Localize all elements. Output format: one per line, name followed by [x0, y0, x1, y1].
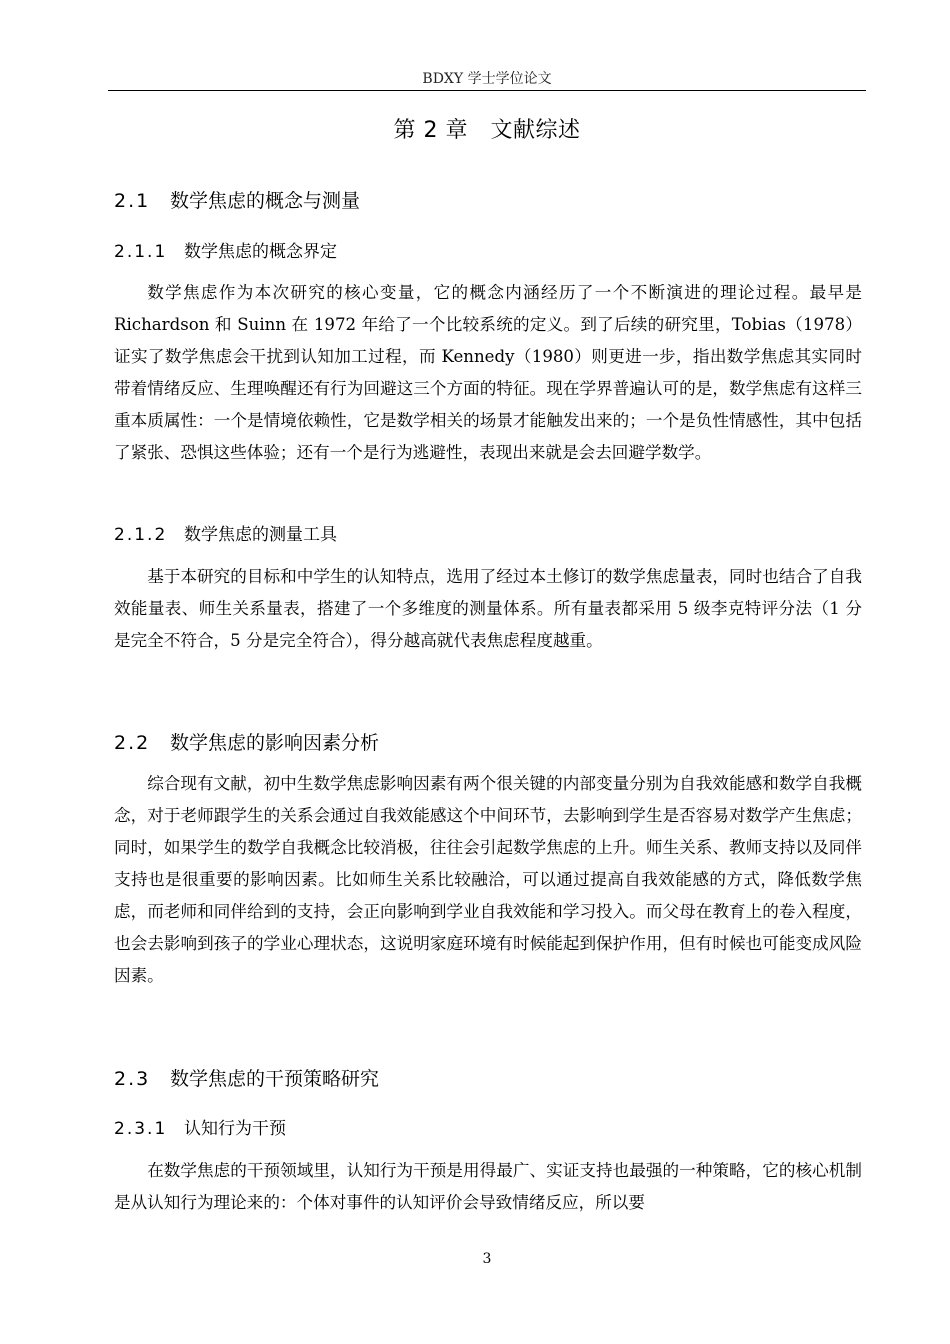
section-number: 2.1	[114, 190, 151, 212]
paragraph-concept-definition: 数学焦虑作为本次研究的核心变量，它的概念内涵经历了一个不断演进的理论过程。最早是 Richardson 和 Suinn 在 1972 年给了一个比较系统的定义。到了后续的研究里，Tobias（1978）证实了数学焦虑会干扰到认知加工过程，而 Kennedy（1980）则更进一步，指出数学焦虑其实同时带着情绪反应、生理唤醒还有行为回避这三个方面的特征。现在学界普遍认可的是，数学焦虑有这样三重本质属性：一个是情境依赖性，它是数学相关的场景才能触发出来的；一个是负性情感性，其中包括了紧张、恐惧这些体验；还有一个是行为逃避性，表现出来就是会去回避学数学。	[114, 283, 862, 462]
subsection-number: 2.3.1	[114, 1119, 168, 1139]
subsection-title: 数学焦虑的测量工具	[184, 525, 337, 545]
section-title: 数学焦虑的干预策略研究	[170, 1068, 380, 1090]
subsection-heading-2-3-1	[114, 1116, 286, 1142]
running-header: BDXY 学士学位论文	[422, 71, 552, 87]
subsection-heading-2-1-1	[114, 239, 337, 265]
subsection-heading-2-1-2	[114, 522, 337, 548]
subsection-title: 认知行为干预	[184, 1119, 286, 1139]
section-number: 2.3	[114, 1068, 151, 1090]
section-title: 数学焦虑的影响因素分析	[170, 732, 380, 754]
section-heading-2-1	[114, 187, 360, 215]
section-title: 数学焦虑的概念与测量	[170, 190, 361, 212]
chapter-title: 第 2 章 文献综述	[393, 118, 581, 143]
paragraph-cbt-intervention: 在数学焦虑的干预领域里，认知行为干预是用得最广、实证支持也最强的一种策略，它的核心机制是从认知行为理论来的：个体对事件的认知评价会导致情绪反应，所以要	[114, 1161, 862, 1212]
page-number: 3	[482, 1251, 492, 1267]
header-rule	[108, 90, 866, 91]
section-number: 2.2	[114, 732, 151, 754]
section-heading-2-3	[114, 1065, 379, 1093]
paragraph-measurement-tools: 基于本研究的目标和中学生的认知特点，选用了经过本土修订的数学焦虑量表，同时也结合了自我效能量表、师生关系量表，搭建了一个多维度的测量体系。所有量表都采用 5 级李克特评分法（1 分是完全不符合，5 分是完全符合），得分越高就代表焦虑程度越重。	[114, 567, 862, 650]
subsection-title: 数学焦虑的概念界定	[184, 242, 337, 262]
subsection-number: 2.1.2	[114, 525, 168, 545]
paragraph-influencing-factors: 综合现有文献，初中生数学焦虑影响因素有两个很关键的内部变量分别为自我效能感和数学自我概念，对于老师跟学生的关系会通过自我效能感这个中间环节，去影响到学生是否容易对数学产生焦虑；同时，如果学生的数学自我概念比较消极，往往会引起数学焦虑的上升。师生关系、教师支持以及同伴支持也是很重要的影响因素。比如师生关系比较融洽，可以通过提高自我效能感的方式，降低数学焦虑，而老师和同伴给到的支持，会正向影响到学业自我效能和学习投入。而父母在教育上的卷入程度，也会去影响到孩子的学业心理状态，这说明家庭环境有时候能起到保护作用，但有时候也可能变成风险因素。	[114, 774, 862, 985]
section-heading-2-2	[114, 729, 379, 757]
subsection-number: 2.1.1	[114, 242, 168, 262]
